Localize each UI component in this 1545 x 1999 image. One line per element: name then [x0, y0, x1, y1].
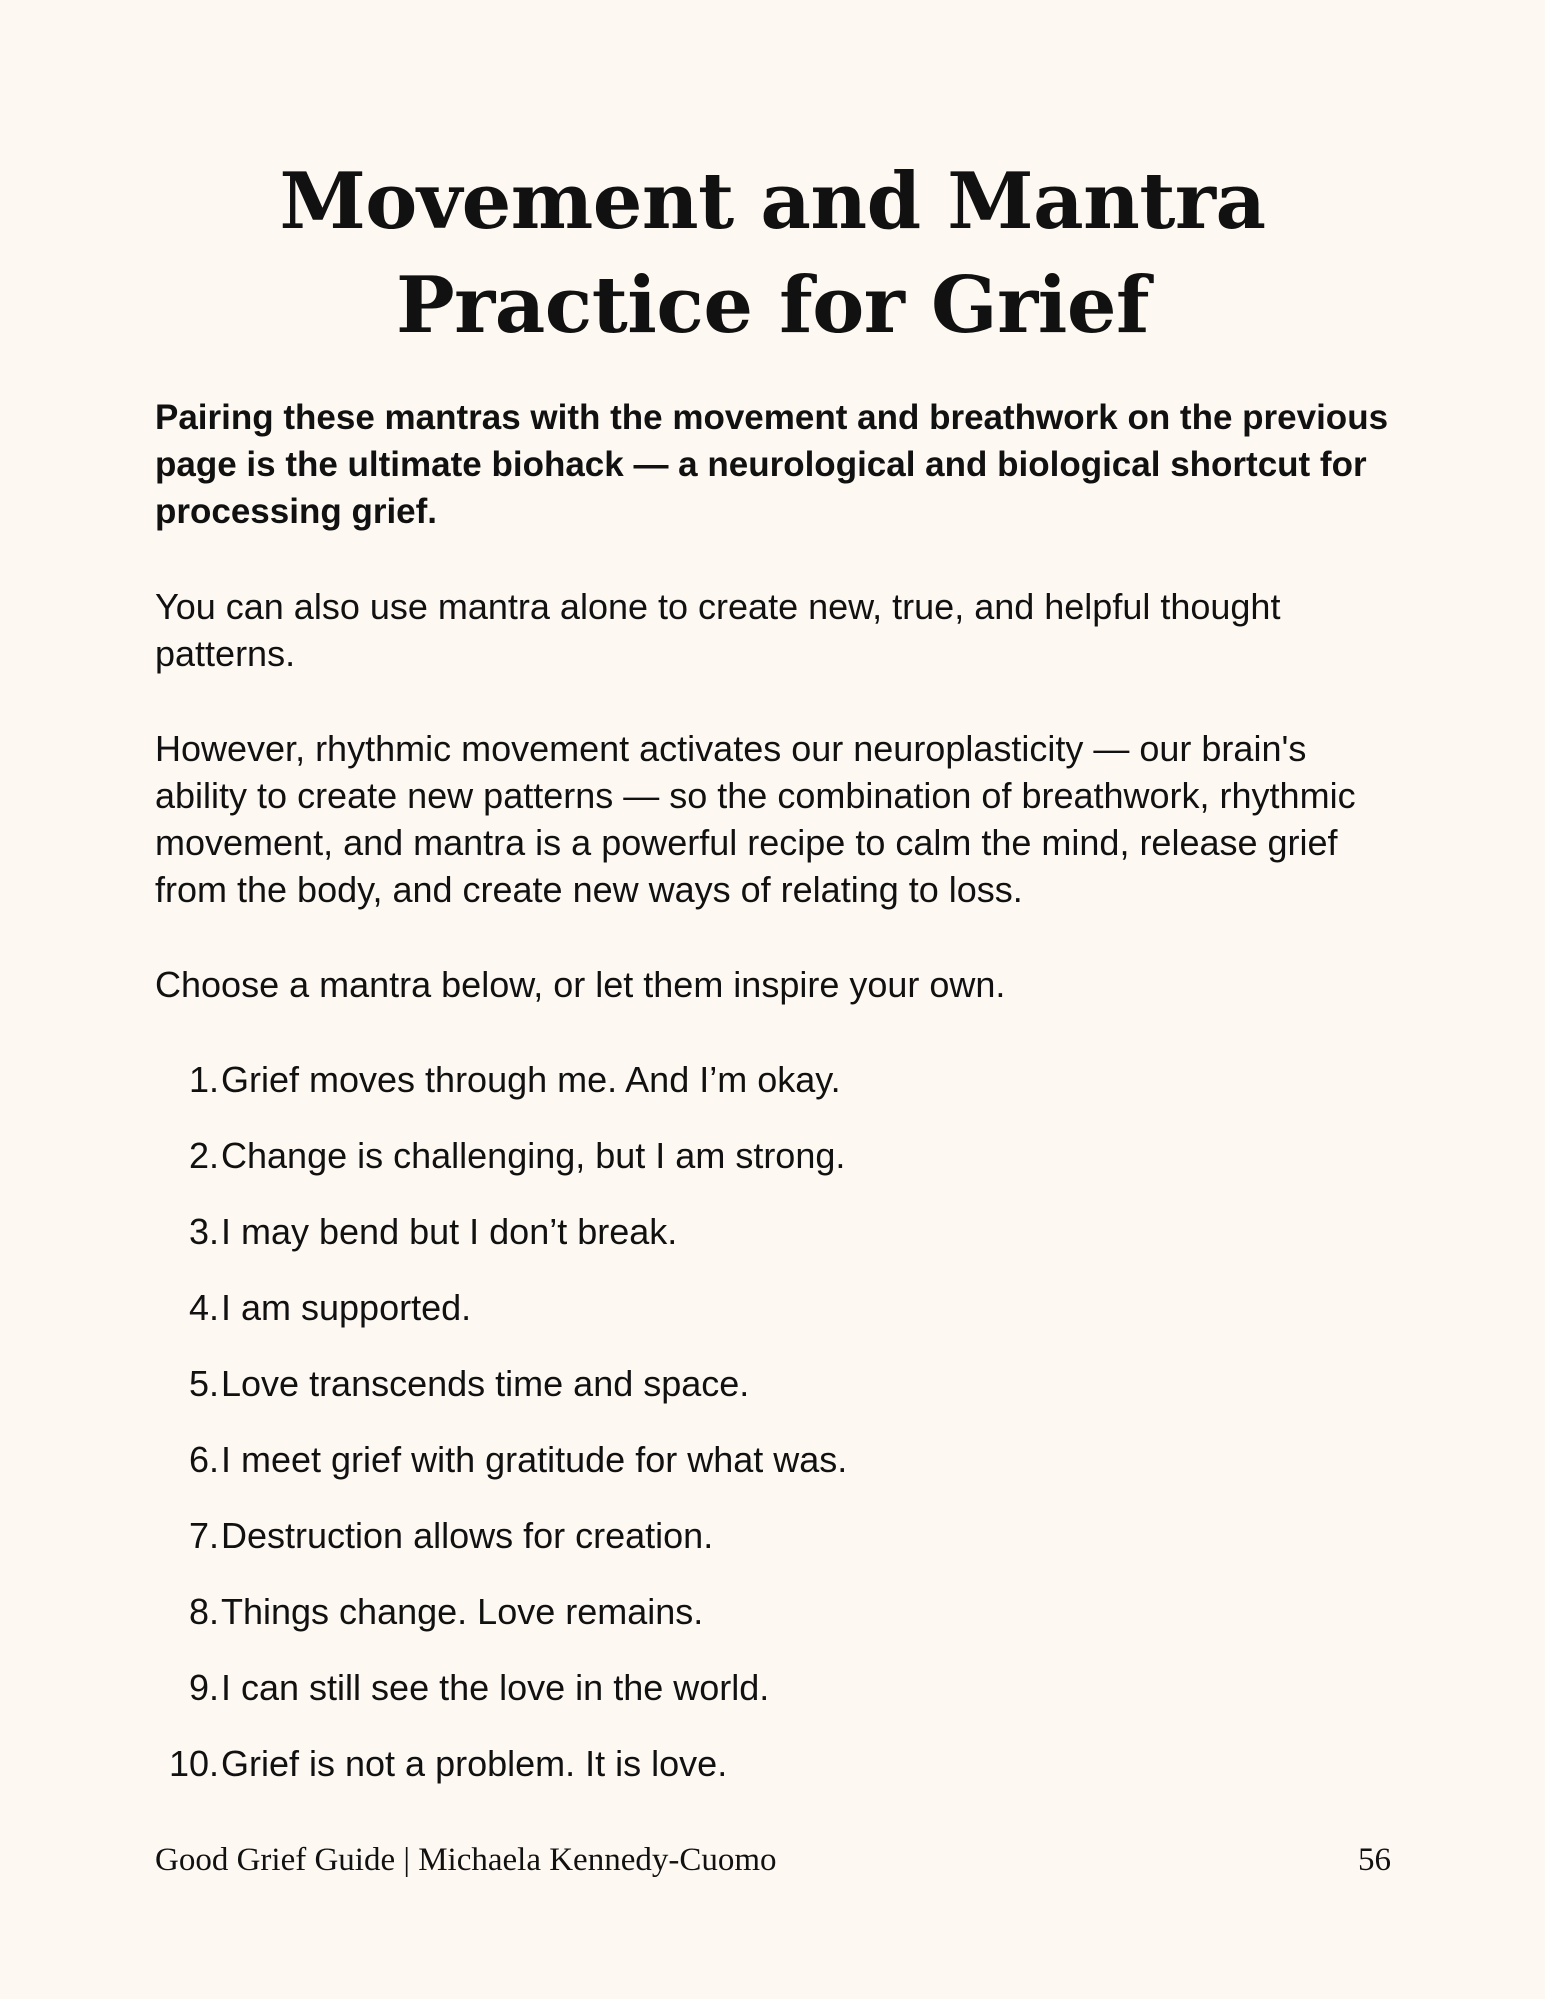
- mantra-text: I can still see the love in the world.: [221, 1667, 770, 1708]
- mantra-item: [155, 1588, 1405, 1664]
- page-title-line-2: Practice for Grief: [395, 260, 1150, 351]
- body-paragraph: Choose a mantra below, or let them inspire your own.: [155, 964, 1006, 1005]
- mantra-number: 9.: [188, 1667, 219, 1708]
- body-paragraph: You can also use mantra alone to create new, true, and helpful thought patterns.: [155, 586, 1281, 674]
- mantra-text: Destruction allows for creation.: [221, 1515, 714, 1556]
- mantra-text: I meet grief with gratitude for what was.: [221, 1439, 848, 1480]
- mantra-item: [155, 1208, 1405, 1284]
- mantra-item: [155, 1284, 1405, 1360]
- footer-credit: Good Grief Guide | Michaela Kennedy-Cuomo: [155, 1842, 777, 1878]
- mantra-item: [155, 1436, 1405, 1512]
- mantra-item: [155, 1360, 1405, 1436]
- page-number: 56: [1358, 1842, 1391, 1878]
- mantra-number: 2.: [188, 1135, 219, 1176]
- mantra-text: Grief is not a problem. It is love.: [221, 1743, 728, 1784]
- mantra-number: 5.: [188, 1363, 219, 1404]
- mantra-item: [155, 1740, 1405, 1816]
- mantra-text: Love transcends time and space.: [221, 1363, 750, 1404]
- page-title-line-1: Movement and Mantra: [279, 156, 1266, 247]
- body-paragraph: However, rhythmic movement activates our neuroplasticity — our brain's ability to create new patterns — so the combination of breathwork, rhythmic movement, and mantra is a powerful recipe to calm the mind, release grief from the body, and create new ways of relating to loss.: [155, 728, 1356, 910]
- mantra-number: 1.: [188, 1059, 219, 1100]
- mantra-text: I am supported.: [221, 1287, 472, 1328]
- mantra-text: Things change. Love remains.: [221, 1591, 704, 1632]
- mantra-number: 7.: [188, 1515, 219, 1556]
- page-footer: [155, 1838, 1391, 1882]
- mantra-item: [155, 1132, 1405, 1208]
- mantra-list: [155, 1056, 1405, 1816]
- mantra-item: [155, 1512, 1405, 1588]
- mantra-number: 10.: [168, 1743, 219, 1784]
- mantra-text: I may bend but I don’t break.: [221, 1211, 678, 1252]
- mantra-item: [155, 1664, 1405, 1740]
- intro-paragraph: Pairing these mantras with the movement and breathwork on the previous page is the ultimate biohack — a neurological and biological shortcut for processing grief.: [155, 398, 1389, 531]
- mantra-number: 3.: [188, 1211, 219, 1252]
- mantra-number: 4.: [188, 1287, 219, 1328]
- mantra-item: [155, 1056, 1405, 1132]
- mantra-number: 8.: [188, 1591, 219, 1632]
- page-body: [155, 394, 1405, 1816]
- mantra-number: 6.: [188, 1439, 219, 1480]
- page-title: [0, 150, 1545, 358]
- mantra-text: Change is challenging, but I am strong.: [221, 1135, 846, 1176]
- mantra-text: Grief moves through me. And I’m okay.: [221, 1059, 841, 1100]
